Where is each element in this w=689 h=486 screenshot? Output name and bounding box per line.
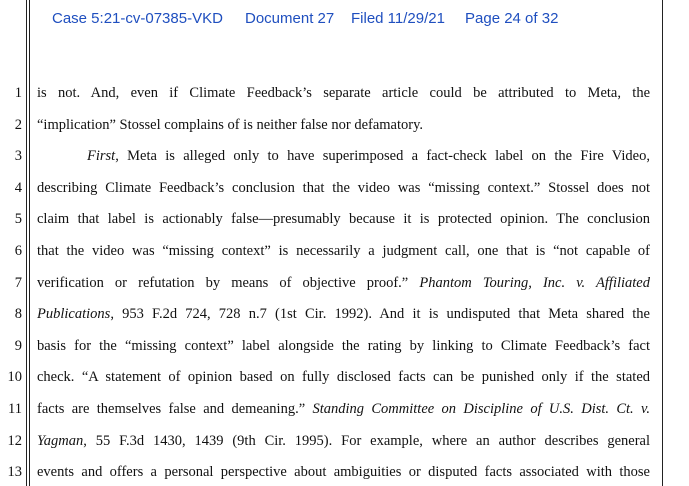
line-number: 7 [14,275,22,291]
text-line [37,306,650,322]
text-line [37,433,650,449]
citation-italic: First [87,148,116,164]
document-number: Document 27 [245,10,335,27]
text-line [37,148,650,164]
text-line [37,401,650,417]
citation-italic: Publications [37,306,111,322]
text-run: describing Climate Feedback’s conclusion that the video was “missing context.” Stossel does not [37,180,650,196]
text-run: facts are themselves false and demeaning.” [37,401,313,417]
text-run: events and offers a personal perspective about ambiguities or disputed facts associated with those [37,464,650,480]
line-number: 4 [14,180,22,196]
line-number: 13 [7,464,22,480]
citation-italic: Phantom Touring, Inc. v. Affiliated [419,275,650,291]
text-run: that the video was “missing context” is necessarily a judgment call, one that is “not capable of [37,243,650,259]
line-number: 2 [14,117,22,133]
line-number: 9 [14,338,22,354]
text-line [37,85,650,101]
line-number: 5 [14,211,22,227]
text-line [37,180,650,196]
left-margin-rule-inner [29,0,30,486]
text-line [37,117,650,133]
text-line [37,275,650,291]
line-number: 8 [14,306,22,322]
case-number: Case 5:21-cv-07385-VKD [52,10,223,27]
line-number: 12 [7,433,22,449]
citation-italic: Standing Committee on Discipline of U.S. Dist. Ct. v. [312,401,651,417]
text-run: verification or refutation by means of objective proof.” [37,275,420,291]
text-run: claim that label is actionably false—presumably because it is protected opinion. The conclusion [37,211,650,227]
filed-date: Filed 11/29/21 [351,10,445,27]
text-line [37,211,650,227]
text-line [37,243,650,259]
right-margin-rule [662,0,663,486]
text-run: , 55 F.3d 1430, 1439 (9th Cir. 1995). For example, where an author describes general [83,433,650,449]
text-line [37,464,650,480]
line-number: 11 [8,401,22,417]
text-run: “implication” Stossel complains of is neither false nor defamatory. [37,117,424,133]
case-header [0,10,689,95]
text-run: , Meta is alleged only to have superimposed a fact-check label on the Fire Video, [115,148,650,164]
line-number: 1 [14,85,22,101]
page-number: Page 24 of 32 [465,10,559,27]
text-run: basis for the “missing context” label alongside the rating by linking to Climate Feedback’s fact [37,338,650,354]
text-run: , 953 F.2d 724, 728 n.7 (1st Cir. 1992). And it is undisputed that Meta shared the [110,306,650,322]
citation-italic: Yagman [37,433,84,449]
text-line [37,338,650,354]
text-line [37,369,650,385]
left-margin-rule [26,0,27,486]
text-run: check. “A statement of opinion based on fully disclosed facts can be punished only if the stated [37,369,650,385]
text-run: is not. And, even if Climate Feedback’s separate article could be attributed to Meta, the [37,85,650,101]
line-number: 3 [14,148,22,164]
line-number: 10 [7,369,22,385]
line-number: 6 [14,243,22,259]
